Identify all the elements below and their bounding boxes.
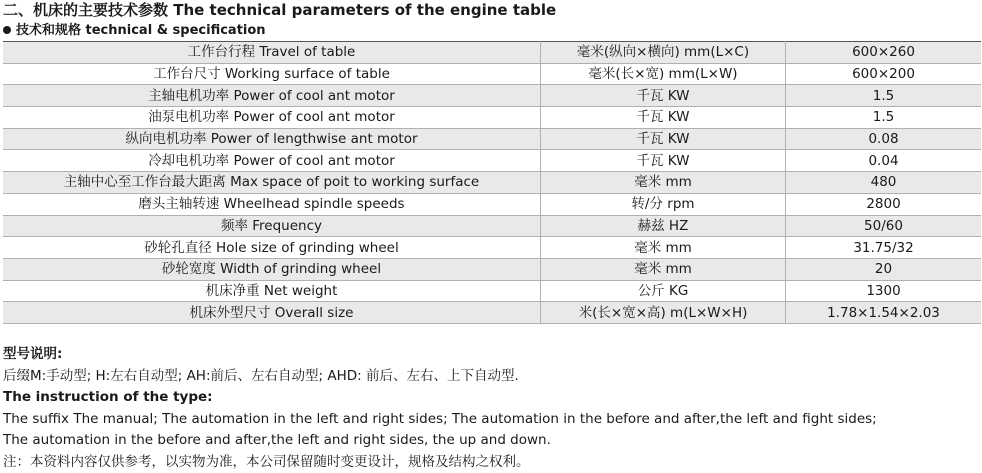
unit-cell: 毫米 mm — [541, 258, 786, 280]
table-row — [3, 85, 981, 107]
unit-cell: 米(长×宽×高) m(L×W×H) — [541, 302, 786, 324]
param-cell: 冷却电机功率 Power of cool ant motor — [3, 150, 541, 172]
value-cell: 1.5 — [786, 85, 982, 107]
value-cell: 1.5 — [786, 107, 982, 129]
param-cell: 砂轮宽度 Width of grinding wheel — [3, 258, 541, 280]
notes-en-line-1: The suffix The manual; The automation in the left and right sides; The automation in the before and after,the left and fight sides; — [3, 409, 979, 431]
param-cell: 频率 Frequency — [3, 215, 541, 237]
table-row — [3, 42, 981, 64]
value-cell: 480 — [786, 172, 982, 194]
table-row — [3, 258, 981, 280]
param-cell: 砂轮孔直径 Hole size of grinding wheel — [3, 237, 541, 259]
unit-cell: 毫米(长×宽) mm(L×W) — [541, 63, 786, 85]
value-cell: 31.75/32 — [786, 237, 982, 259]
table-row — [3, 193, 981, 215]
value-cell: 50/60 — [786, 215, 982, 237]
table-row — [3, 237, 981, 259]
unit-cell: 转/分 rpm — [541, 193, 786, 215]
notes-disclaimer: 注：本资料内容仅供参考，以实物为准，本公司保留随时变更设计，规格及结构之权利。 — [3, 452, 979, 473]
param-cell: 工作台行程 Travel of table — [3, 42, 541, 64]
value-cell: 0.08 — [786, 128, 982, 150]
param-cell: 工作台尺寸 Working surface of table — [3, 63, 541, 85]
param-cell: 主轴中心至工作台最大距离 Max space of poit to working surface — [3, 172, 541, 194]
table-row — [3, 280, 981, 302]
notes-en-heading: The instruction of the type: — [3, 387, 979, 409]
unit-cell: 公斤 KG — [541, 280, 786, 302]
unit-cell: 千瓦 KW — [541, 128, 786, 150]
param-cell: 磨头主轴转速 Wheelhead spindle speeds — [3, 193, 541, 215]
table-row — [3, 63, 981, 85]
param-cell: 主轴电机功率 Power of cool ant motor — [3, 85, 541, 107]
param-cell: 机床外型尺寸 Overall size — [3, 302, 541, 324]
unit-cell: 毫米(纵向×横向) mm(L×C) — [541, 42, 786, 64]
table-row — [3, 215, 981, 237]
unit-cell: 毫米 mm — [541, 172, 786, 194]
spec-table — [3, 41, 981, 324]
param-cell: 油泵电机功率 Power of cool ant motor — [3, 107, 541, 129]
value-cell: 1300 — [786, 280, 982, 302]
value-cell: 1.78×1.54×2.03 — [786, 302, 982, 324]
param-cell: 机床净重 Net weight — [3, 280, 541, 302]
value-cell: 600×260 — [786, 42, 982, 64]
unit-cell: 毫米 mm — [541, 237, 786, 259]
value-cell: 0.04 — [786, 150, 982, 172]
notes-cn-heading: 型号说明: — [3, 344, 979, 366]
table-row — [3, 302, 981, 324]
param-cell: 纵向电机功率 Power of lengthwise ant motor — [3, 128, 541, 150]
notes-section — [3, 344, 979, 473]
unit-cell: 千瓦 KW — [541, 85, 786, 107]
notes-en-line-2: The automation in the before and after,the left and right sides, the up and down. — [3, 430, 979, 452]
unit-cell: 千瓦 KW — [541, 107, 786, 129]
section-subtitle — [3, 22, 266, 40]
value-cell: 2800 — [786, 193, 982, 215]
table-row — [3, 150, 981, 172]
table-row — [3, 128, 981, 150]
value-cell: 20 — [786, 258, 982, 280]
section-title: 二、机床的主要技术参数 The technical parameters of the engine table — [3, 0, 978, 20]
value-cell: 600×200 — [786, 63, 982, 85]
table-row — [3, 107, 981, 129]
subtitle-text: 技术和规格 technical & specification — [16, 23, 266, 38]
table-row — [3, 172, 981, 194]
notes-cn-text: 后缀M:手动型; H:左右自动型; AH:前后、左右自动型; AHD: 前后、左右、上下自动型. — [3, 366, 979, 388]
unit-cell: 赫兹 HZ — [541, 215, 786, 237]
unit-cell: 千瓦 KW — [541, 150, 786, 172]
bullet-icon — [3, 26, 11, 34]
